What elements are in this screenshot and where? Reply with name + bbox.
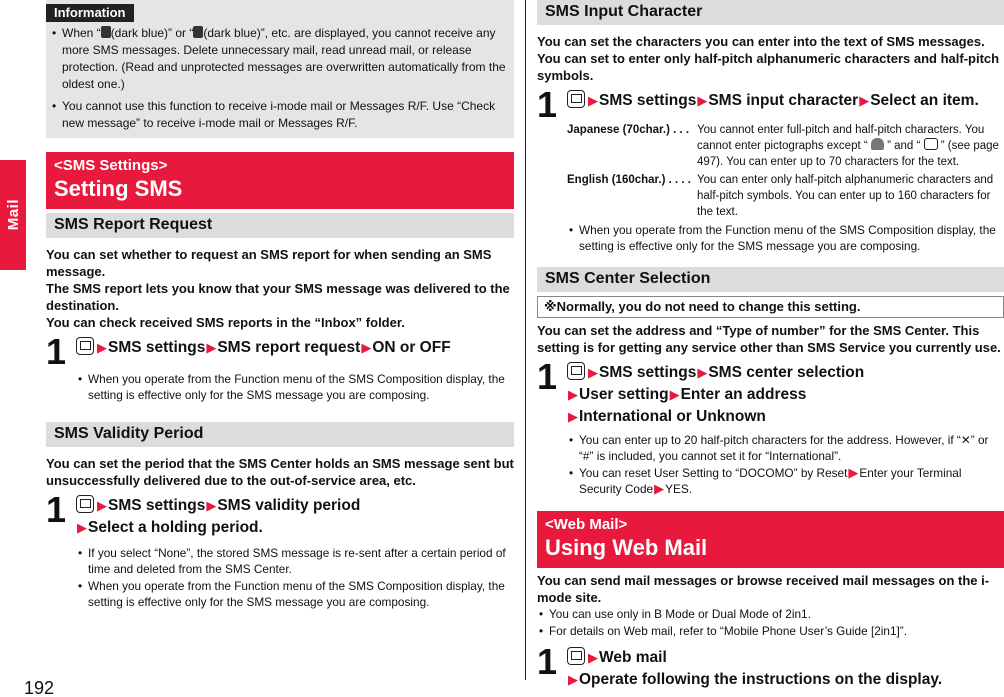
- step-instruction: ▶SMS settings▶SMS report request▶ON or OFF: [76, 337, 451, 359]
- heading-sms-report-request: SMS Report Request: [46, 213, 514, 238]
- section-title-sms-settings: [46, 152, 514, 209]
- center-note: • You can enter up to 20 half-pitch characters for the address. However, if “✕” or “#” is included, you cannot set it for “International”.: [567, 432, 1004, 465]
- mail-key-icon: [567, 647, 585, 665]
- right-column: [537, 0, 1004, 691]
- report-body-2: The SMS report lets you know that your SMS message was delivered to the destination.: [46, 281, 510, 313]
- step-instruction: ▶Web mail ▶Operate following the instructions on the display.: [568, 649, 943, 689]
- page-number: 192: [24, 678, 55, 697]
- step-instruction: ▶SMS settings▶SMS input character▶Select an item.: [567, 90, 979, 112]
- web-mail-note: • You can use only in B Mode or Dual Mode of 2in1.: [537, 606, 1004, 622]
- report-body-3: You can check received SMS reports in the “Inbox” folder.: [46, 315, 405, 330]
- heading-sms-validity-period: SMS Validity Period: [46, 422, 514, 447]
- validity-note: • If you select “None”, the stored SMS message is re-sent after a certain period of time and deleted from the SMS Center.: [76, 545, 514, 578]
- center-notes: [567, 432, 1004, 498]
- mail-key-icon: [567, 362, 585, 380]
- side-tab-label: Mail: [4, 199, 22, 231]
- step-number: 1: [537, 355, 558, 397]
- step-input-char: [537, 84, 1004, 125]
- definition-english: [567, 172, 1004, 220]
- step-number: 1: [46, 331, 67, 372]
- step-number: 1: [537, 84, 558, 125]
- input-char-definitions: [567, 122, 1004, 255]
- mail-key-icon: [567, 90, 585, 108]
- section-subtitle: <Web Mail>: [545, 516, 628, 534]
- definition-japanese: [567, 122, 1004, 170]
- definition-term: Japanese (70char.) . . .: [567, 124, 690, 136]
- web-mail-note: • For details on Web mail, refer to “Mobile Phone User’s Guide [2in1]”.: [537, 623, 1004, 639]
- info-bullet: • When “ (dark blue)” or “ (dark blue)”, etc. are displayed, you cannot receive any more SMS messages. Delete unnecessary mail, read unread mail, or release protection. (Read and unprotected messages are overwritten automatically from the oldest one.): [50, 25, 506, 93]
- mail-full-icon: [101, 26, 111, 38]
- step-report: [46, 331, 514, 372]
- center-notice: ※Normally, you do not need to change this setting.: [537, 296, 1004, 318]
- report-note: • When you operate from the Function menu of the SMS Composition display, the setting is effective only for the SMS message you are composing.: [76, 371, 514, 404]
- section-main-title: Using Web Mail: [545, 535, 708, 561]
- mail-key-icon: [76, 337, 94, 355]
- step-instruction: ▶SMS settings▶SMS center selection ▶User setting▶Enter an address ▶International or Unknown: [568, 363, 865, 425]
- definition-desc: You cannot enter full-pitch and half-pitch characters. You cannot enter pictographs except “ ” and “ ” (see page 497). You can enter up to 70 characters for the text.: [697, 124, 999, 168]
- definition-term: English (160char.) . . . .: [567, 174, 691, 186]
- section-main-title: Setting SMS: [54, 176, 183, 201]
- information-box: [46, 0, 514, 138]
- web-mail-body: You can send mail messages or browse received mail messages on the i-mode site.: [537, 573, 990, 606]
- center-body: You can set the address and “Type of number” for the SMS Center. This setting is for getting any service other than SMS Service you currently use.: [537, 322, 1001, 355]
- validity-note: • When you operate from the Function menu of the SMS Composition display, the setting is effective only for the SMS message you are composing.: [76, 578, 514, 611]
- validity-body: You can set the period that the SMS Center holds an SMS message sent but unsuccessfully delivered due to the out-of-service area, etc.: [46, 455, 514, 488]
- heart-pictograph-icon: [871, 138, 884, 150]
- column-divider: [525, 0, 526, 680]
- definition-desc: You can enter only half-pitch alphanumeric characters and half-pitch symbols. You can enter up to 160 characters for the text.: [697, 174, 994, 218]
- information-title: Information: [46, 4, 134, 22]
- mail-key-icon: [76, 495, 94, 513]
- step-web-mail: [537, 641, 1004, 691]
- step-number: 1: [537, 641, 558, 683]
- step-number: 1: [46, 488, 67, 530]
- step-center: [537, 355, 1004, 428]
- phone-pictograph-icon: [924, 138, 938, 150]
- center-note: • You can reset User Setting to “DOCOMO” by Reset▶Enter your Terminal Security Code▶YES.: [567, 465, 1004, 498]
- heading-sms-center-selection: SMS Center Selection: [537, 267, 1004, 292]
- report-body-1: You can set whether to request an SMS report for when sending an SMS message.: [46, 247, 492, 279]
- sms-full-icon: [193, 26, 203, 38]
- step-validity: [46, 488, 514, 539]
- heading-sms-input-character: SMS Input Character: [537, 0, 1004, 25]
- step-instruction: ▶SMS settings▶SMS validity period ▶Select a holding period.: [77, 496, 361, 536]
- section-subtitle: <SMS Settings>: [54, 157, 168, 174]
- left-column: [46, 0, 514, 610]
- input-char-note: • When you operate from the Function menu of the SMS Composition display, the setting is effective only for the SMS message you are composing.: [567, 222, 1004, 255]
- side-tab-mail: [0, 160, 26, 270]
- input-char-body: You can set the characters you can enter into the text of SMS messages. You can set to enter only half-pitch alphanumeric characters and half-pitch symbols.: [537, 34, 1000, 83]
- info-bullet: • You cannot use this function to receive i-mode mail or Messages R/F. Use “Check new message” to receive i-mode mail or Messages R/F.: [50, 98, 506, 132]
- section-title-web-mail: [537, 511, 1004, 568]
